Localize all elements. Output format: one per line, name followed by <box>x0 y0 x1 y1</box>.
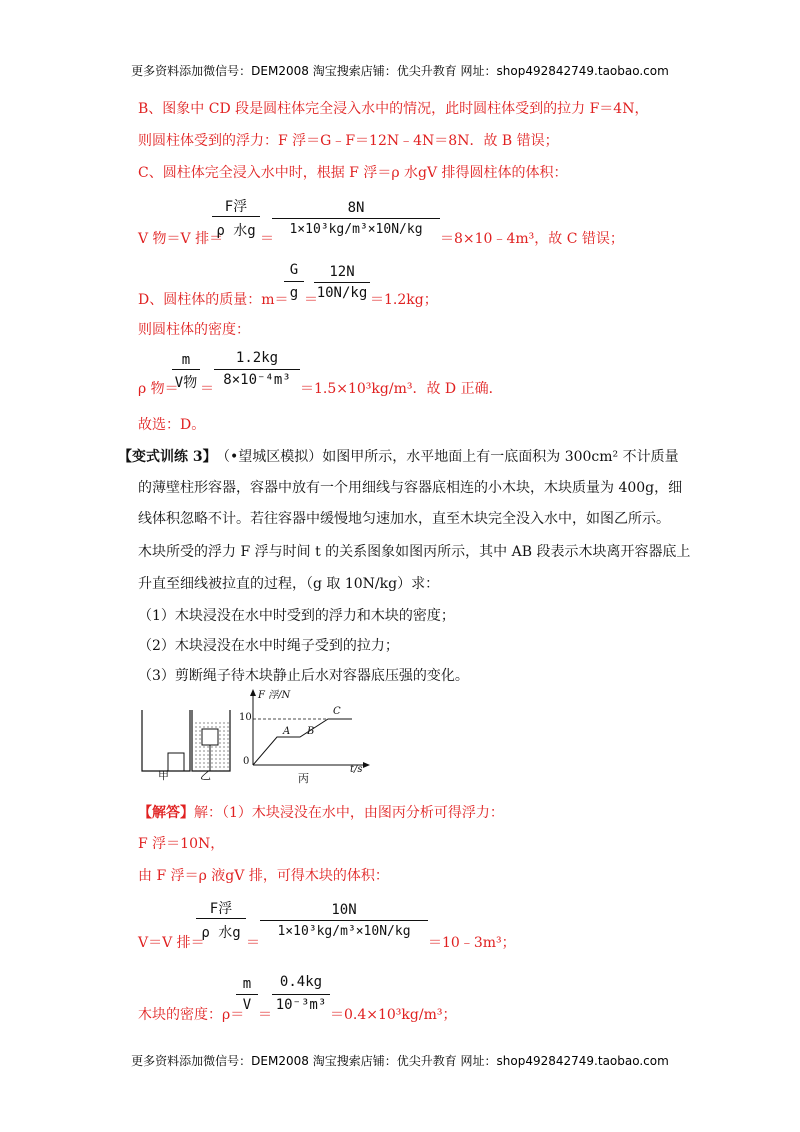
page-header: 更多资料添加微信号：DEM2008 淘宝搜索店铺：优尖升教育 网址：shop492842749.taobao.com <box>131 64 669 78</box>
rho-frac1-bar <box>172 369 200 370</box>
question-1: （1）木块浸没在水中时受到的浮力和木块的密度； <box>138 608 455 624</box>
d-frac1-bar <box>284 281 304 282</box>
answer-line3: 由 F 浮＝ρ 液gV 排，可得木块的体积： <box>138 868 389 884</box>
d-eq-sign: ＝ <box>304 292 318 308</box>
rho-eq-sign: ＝ <box>200 381 214 397</box>
c-frac1-bar <box>212 216 260 217</box>
wd-frac1-bar <box>236 994 258 995</box>
container-yi <box>192 710 230 771</box>
c-frac1-denominator: ρ 水g <box>216 223 256 239</box>
d-frac1-numerator: G <box>289 262 299 278</box>
exercise-line4: 木块所受的浮力 F 浮与时间 t 的关系图象如图丙所示，其中 AB 段表示木块离开容器底上 <box>138 544 691 560</box>
rho-frac1-denominator: V物 <box>174 375 198 391</box>
graph-x-label: t/s <box>350 764 363 775</box>
graph-y-label: F 浮/N <box>258 690 291 701</box>
option-c-line1: C、圆柱体完全浸入水中时，根据 F 浮＝ρ 水gV 排得圆柱体的体积： <box>138 165 568 181</box>
volume-right: ＝10﹣3m³； <box>428 935 516 951</box>
v-eq-sign: ＝ <box>246 935 260 951</box>
v-frac1-numerator: F浮 <box>209 901 233 917</box>
rho-frac2-numerator: 1.2kg <box>235 350 279 366</box>
label-yi: 乙 <box>200 769 211 782</box>
graph-point-a: A <box>283 726 291 737</box>
wd-frac2-denominator: 10⁻³m³ <box>275 997 327 1013</box>
graph-y-tick-0: 0 <box>243 756 250 767</box>
d-frac2-bar <box>314 282 370 283</box>
c-frac2-numerator: 8N <box>347 200 365 216</box>
wd-eq-sign: ＝ <box>258 1007 272 1023</box>
exercise-line5: 升直至细线被拉直的过程，（g 取 10N/kg）求： <box>138 576 440 592</box>
v-frac2-numerator: 10N <box>331 902 357 918</box>
v-frac1-bar <box>196 918 246 919</box>
answer-tag: 【解答】 <box>138 805 194 821</box>
option-d-line1-left: D、圆柱体的质量：m＝ <box>138 292 289 308</box>
rho-left: ρ 物＝ <box>138 381 179 397</box>
exercise-line3: 线体积忽略不计。若往容器中缓慢地匀速加水，直至木块完全没入水中，如图乙所示。 <box>138 511 670 527</box>
graph-y-tick-10: 10 <box>239 712 252 723</box>
exercise-line2: 的薄壁柱形容器，容器中放有一个用细线与容器底相连的小木块，木块质量为 400g，细 <box>138 480 683 496</box>
label-jia: 甲 <box>158 769 169 782</box>
question-3: （3）剪断绳子待木块静止后水对容器底压强的变化。 <box>138 668 469 684</box>
wd-frac2-bar <box>272 994 330 995</box>
d-frac2-denominator: 10N/kg <box>316 285 368 301</box>
rho-frac2-denominator: 8×10⁻⁴m³ <box>223 372 291 388</box>
label-bing: 丙 <box>298 772 309 785</box>
rho-frac1-numerator: m <box>181 352 191 368</box>
v-frac1-denominator: ρ 水g <box>201 925 241 941</box>
c-frac1-numerator: F浮 <box>224 199 248 215</box>
option-b-line1: B、图象中 CD 段是圆柱体完全浸入水中的情况，此时圆柱体受到的拉力 F＝4N， <box>138 101 649 117</box>
option-c-eq-right: ＝8×10﹣4m³，故 C 错误； <box>440 231 624 247</box>
exercise-line1: （•望城区模拟）如图甲所示，水平地面上有一底面积为 300cm² 不计质量 <box>216 449 679 465</box>
option-d-line1-right: ＝1.2kg； <box>370 292 438 308</box>
c-frac2-bar <box>272 218 440 219</box>
d-frac1-denominator: g <box>289 285 299 301</box>
wd-frac1-denominator: V <box>242 997 252 1013</box>
answer-choice: 故选：D。 <box>138 417 206 433</box>
wood-density-left: 木块的密度：ρ＝ <box>138 1007 245 1023</box>
page-footer: 更多资料添加微信号：DEM2008 淘宝搜索店铺：优尖升教育 网址：shop492842749.taobao.com <box>131 1054 669 1068</box>
option-c-eq-left: V 物＝V 排＝ <box>138 231 224 247</box>
c-eq-sign: ＝ <box>260 231 274 247</box>
rho-right: ＝1.5×10³kg/m³．故 D 正确． <box>300 381 503 397</box>
wood-density-right: ＝0.4×10³kg/m³； <box>330 1007 457 1023</box>
answer-line2: F 浮＝10N， <box>138 836 225 852</box>
v-frac2-denominator: 1×10³kg/m³×10N/kg <box>277 924 411 939</box>
graph-point-b: B <box>307 726 315 737</box>
c-frac2-denominator: 1×10³kg/m³×10N/kg <box>289 222 423 237</box>
volume-left: V＝V 排＝ <box>138 935 205 951</box>
v-frac2-bar <box>260 920 428 921</box>
container-jia <box>142 710 190 771</box>
d-frac2-numerator: 12N <box>329 264 355 280</box>
graph-point-c: C <box>333 706 341 717</box>
answer-line1: 解：（1）木块浸没在水中，由图丙分析可得浮力： <box>194 805 504 821</box>
wd-frac2-numerator: 0.4kg <box>279 974 323 990</box>
option-d-line2: 则圆柱体的密度： <box>138 322 250 338</box>
exercise-tag: 【变式训练 3】 <box>118 449 217 465</box>
option-b-line2: 则圆柱体受到的浮力：F 浮＝G﹣F＝12N﹣4N＝8N．故 B 错误； <box>138 133 559 149</box>
question-2: （2）木块浸没在水中时绳子受到的拉力； <box>138 638 399 654</box>
wd-frac1-numerator: m <box>242 976 252 992</box>
rho-frac2-bar <box>214 369 300 370</box>
